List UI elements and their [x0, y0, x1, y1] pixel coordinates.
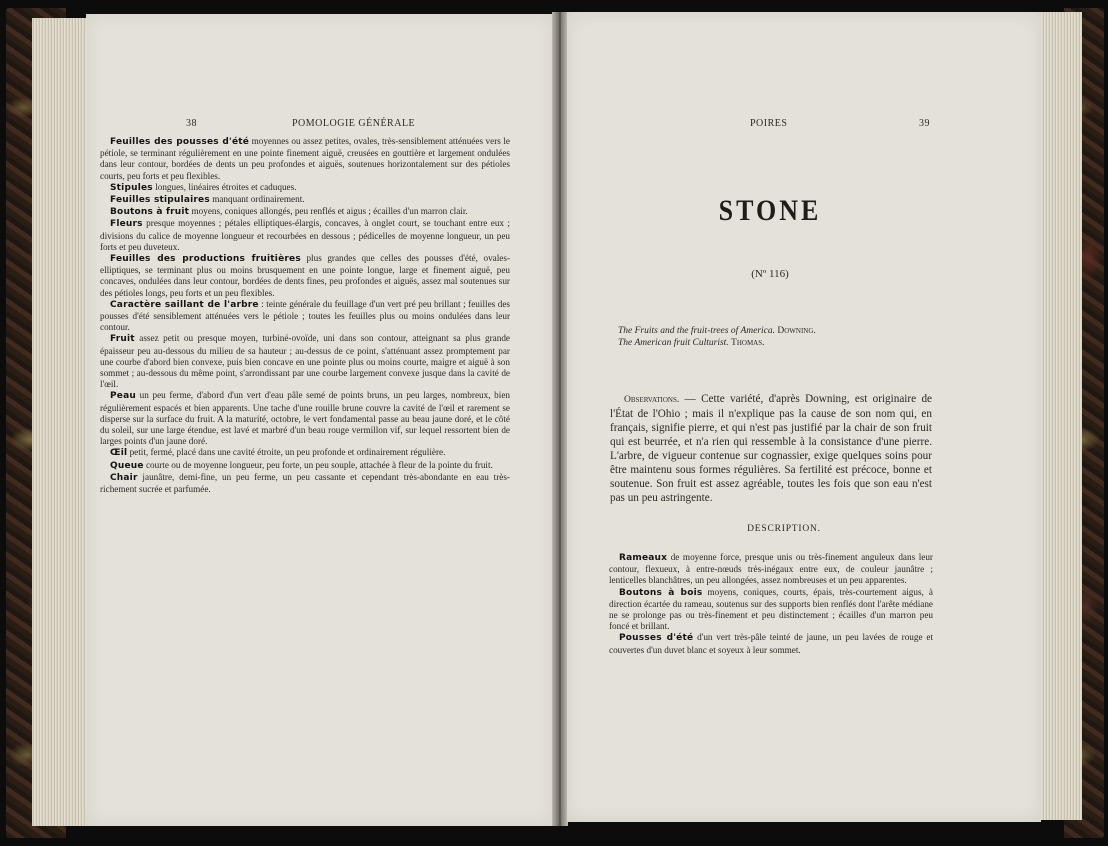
paragraph: Boutons à bois moyens, coniques, courts, épais, très-courtement aigus, à direction écartée du rameau, soutenus sur des supports bien renflés dont l'arête médiane ne se prolonge pas ou très-finement et peu distinctement ; écailles d'un marron peu foncé et brillant.: [609, 586, 933, 632]
right-running-head: POIRES: [750, 118, 788, 129]
paragraph: Chair jaunâtre, demi-fine, un peu ferme, un peu cassante et cependant très-abondante en eau très-richement sucrée et parfumée.: [100, 471, 510, 495]
observations-paragraph: Observations. — Cette variété, d'après Downing, est originaire de l'État de l'Ohio ; mais il n'explique pas la cause de son nom qui, en français, signifie pierre, et qui n'est pas justifié par la chair de son fruit qui est beurrée, et n'a rien qui ressemble à la consistance d'une pierre. L'arbre, de vigueur contenue sur cognassier, exige quelques soins pour être maintenu sous formes régulières. Sa fertilité est précoce, bonne et soutenue. Son fruit est assez agréable, toutes les fois que son eau n'est pas un peu astringente.: [610, 393, 932, 504]
description-heading: DESCRIPTION.: [747, 524, 821, 534]
reference-line: The American fruit Culturist. Thomas.: [618, 338, 765, 348]
paragraph: Rameaux de moyenne force, presque unis ou très-finement anguleux dans leur contour, flexueux, à entre-nœuds très-inégaux entre eux, de couleur jaunâtre ; lenticelles blanchâtres, un peu allongées, assez nombreuses et un peu apparentes.: [609, 552, 933, 586]
paragraph: Stipules longues, linéaires étroites et caduques.: [110, 181, 297, 193]
left-running-head: POMOLOGIE GÉNÉRALE: [292, 118, 416, 129]
observations-label: Observations.: [624, 395, 680, 405]
variety-title: STONE: [718, 193, 822, 228]
paragraph: Feuilles stipulaires manquant ordinairement.: [110, 194, 305, 206]
variety-number: (Nº 116): [751, 268, 789, 280]
paragraph: Peau un peu ferme, d'abord d'un vert d'eau pâle semé de points bruns, un peu larges, nombreux, bien régulièrement espacés et bien apparents. Une tache d'une rouille brune couvre la cavité de l'œil et rarement se disperse sur la surface du fruit. A la maturité, octobre, le vert fondamental passe au beau jaune doré, et le côté du soleil, sur une large étendue, est lavé et marbré d'un beau rouge vermillon vif, sur lequel ressortent bien de larges points d'un jaune doré.: [100, 390, 510, 447]
bibliographic-references: [618, 325, 948, 349]
paragraph: Queue courte ou de moyenne longueur, peu forte, un peu souple, attachée à fleur de la pointe du fruit.: [110, 459, 493, 471]
paragraph: Boutons à fruit moyens, coniques allongés, peu renflés et aigus ; écailles d'un marron clair.: [110, 206, 468, 218]
book-gutter: [552, 12, 568, 826]
left-page-text: [100, 136, 510, 495]
right-page-edges: [1036, 12, 1082, 820]
description-text: [609, 552, 933, 656]
paragraph: Feuilles des productions fruitières plus grandes que celles des pousses d'été, ovales-elliptiques, se terminant plus ou moins brusquement en une pointe longue, large et finement aiguë, peu concaves, ondulées dans leur contour, bordées de dents fines, peu profondes et aiguës, assez mal soutenues sur des pétioles longs, peu forts et un peu flexibles.: [100, 253, 510, 298]
paragraph: Œil petit, fermé, placé dans une cavité étroite, un peu profonde et ordinairement régulière.: [110, 447, 446, 459]
paragraph: Pousses d'été d'un vert très-pâle teinté de jaune, un peu lavées de rouge et couvertes d'un duvet blanc et soyeux à leur sommet.: [609, 632, 933, 655]
left-page-number: 38: [186, 118, 197, 129]
paragraph: Feuilles des pousses d'été moyennes ou assez petites, ovales, très-sensiblement atténuées vers le pétiole, se terminant régulièrement en une pointe finement aiguë, creusées en gouttière et largement ondulées dans leur contour, bordées de dents un peu profondes et aiguës, soutenues horizontalement sur des pétioles courts, peu forts et peu flexibles.: [100, 136, 510, 181]
right-page-number: 39: [919, 118, 930, 129]
reference-line: The Fruits and the fruit-trees of America. Downing.: [618, 326, 816, 336]
paragraph: Fruit assez petit ou presque moyen, turbiné-ovoïde, uni dans son contour, atteignant sa plus grande épaisseur peu au-dessous du milieu de sa hauteur ; au-dessus de ce point, s'atténuant assez promptement par une courbe d'abord bien convexe, puis bien concave en une pointe plus ou moins courte, maigre et aiguë à son sommet ; au-dessous du même point, s'arrondissant par une courbe largement convexe jusque dans la cavité de l'œil.: [100, 333, 510, 390]
paragraph: Fleurs presque moyennes ; pétales elliptiques-élargis, concaves, à onglet court, se touchant entre eux ; divisions du calice de moyenne longueur et recourbées en dessous ; pédicelles de moyenne longueur, un peu forts et peu duveteux.: [100, 218, 510, 252]
left-page-edges: [32, 18, 88, 826]
paragraph: Caractère saillant de l'arbre : teinte générale du feuillage d'un vert pré peu brillant ; feuilles des pousses d'été sensiblement atténuées vers le pétiole ; toutes les feuilles plus ou moins ondulées dans leur contour.: [100, 298, 510, 333]
